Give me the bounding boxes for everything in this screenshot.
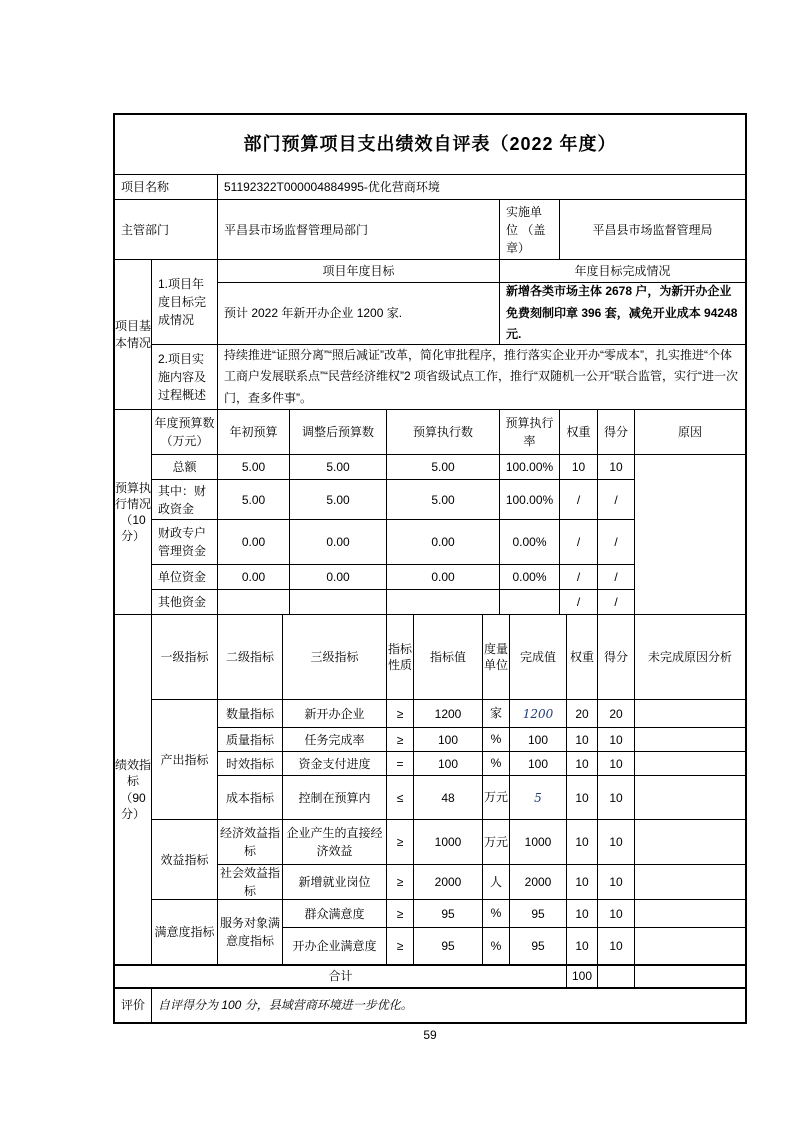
table-cell: 0.00 <box>387 565 500 590</box>
page-number: 59 <box>423 1028 437 1042</box>
table-cell <box>635 928 745 965</box>
budget-row-label: 其他资金 <box>152 590 218 615</box>
table-cell: 10 <box>567 900 598 928</box>
table-cell <box>290 590 387 615</box>
level2-indicator: 经济效益指标 <box>218 820 283 865</box>
table-cell: 家 <box>483 700 510 728</box>
level3-indicator: 任务完成率 <box>283 728 387 752</box>
budget-row-label: 总额 <box>152 455 218 480</box>
table-cell: 2000 <box>414 865 483 900</box>
table-cell: 95 <box>414 900 483 928</box>
table-cell: ≥ <box>387 865 414 900</box>
goal-header: 项目年度目标 <box>218 260 500 283</box>
budget-row-label: 财政专户管理资金 <box>152 520 218 565</box>
table-cell: 5.00 <box>387 455 500 480</box>
level3-indicator: 开办企业满意度 <box>283 928 387 965</box>
budget-row-label: 其中：财政资金 <box>152 480 218 520</box>
table-cell: 10 <box>567 752 598 776</box>
impl-text: 持续推进“证照分离”“照后减证”改革，简化审批程序，推行落实企业开办“零成本”，扎实推进“个体工商户发展联系点”“民营经济维权”2 项省级试点工作，推行“双随机一公开”联合监管，实行“进一次门，查多件事”。 <box>218 345 745 410</box>
table-cell: 10 <box>567 928 598 965</box>
column-header: 得分 <box>598 410 635 455</box>
project-name-value: 51192322T000004884995-优化营商环境 <box>218 175 745 200</box>
table-cell: 0.00 <box>218 565 290 590</box>
column-header: 原因 <box>635 410 745 455</box>
table-cell: 20 <box>567 700 598 728</box>
table-cell: 1000 <box>414 820 483 865</box>
table-cell: 10 <box>598 928 635 965</box>
table-cell: 100 <box>510 728 567 752</box>
divider <box>115 964 745 966</box>
project-name-label: 项目名称 <box>115 175 218 200</box>
department-label: 主管部门 <box>115 200 218 260</box>
table-cell <box>635 820 745 865</box>
budget-row-label: 单位资金 <box>152 565 218 590</box>
total-weight: 100 <box>567 965 598 988</box>
table-cell: 5.00 <box>387 480 500 520</box>
table-cell: 1000 <box>510 820 567 865</box>
table-cell <box>635 700 745 728</box>
level3-indicator: 企业产生的直接经济效益 <box>283 820 387 865</box>
total-score <box>598 965 635 988</box>
table-cell: 10 <box>598 865 635 900</box>
column-header: 预算执行率 <box>500 410 560 455</box>
total-label: 合计 <box>115 965 567 988</box>
column-header: 未完成原因分析 <box>635 615 745 700</box>
table-cell: 5.00 <box>218 455 290 480</box>
table-cell: 人 <box>483 865 510 900</box>
table-cell: % <box>483 752 510 776</box>
table-cell: 1200 <box>414 700 483 728</box>
table-cell: 5 <box>510 776 567 820</box>
column-header: 三级指标 <box>283 615 387 700</box>
table-cell: 0.00 <box>218 520 290 565</box>
completion-header: 年度目标完成情况 <box>500 260 745 283</box>
table-cell: 100.00% <box>500 455 560 480</box>
level1-indicator: 效益指标 <box>152 820 218 900</box>
table-cell: % <box>483 900 510 928</box>
level2-indicator: 时效指标 <box>218 752 283 776</box>
column-header: 年度预算数（万元） <box>152 410 218 455</box>
table-cell: 万元 <box>483 820 510 865</box>
level1-indicator: 满意度指标 <box>152 900 218 965</box>
table-cell <box>635 900 745 928</box>
table-cell: 10 <box>567 820 598 865</box>
table-cell: / <box>598 520 635 565</box>
column-header: 年初预算 <box>218 410 290 455</box>
table-cell: / <box>560 480 598 520</box>
table-cell: 0.00% <box>500 520 560 565</box>
level2-indicator: 数量指标 <box>218 700 283 728</box>
total-reason <box>635 965 745 988</box>
budget-reason-cell <box>635 455 745 615</box>
table-cell: / <box>598 590 635 615</box>
level3-indicator: 资金支付进度 <box>283 752 387 776</box>
table-cell: 万元 <box>483 776 510 820</box>
table-cell: 10 <box>560 455 598 480</box>
column-header: 度量单位 <box>483 615 510 700</box>
table-cell: 10 <box>598 455 635 480</box>
column-header: 调整后预算数 <box>290 410 387 455</box>
column-header: 二级指标 <box>218 615 283 700</box>
column-header: 权重 <box>560 410 598 455</box>
table-cell: 10 <box>598 752 635 776</box>
table-cell: 2000 <box>510 865 567 900</box>
table-cell: / <box>560 590 598 615</box>
table-cell: ≥ <box>387 728 414 752</box>
level2-indicator: 质量指标 <box>218 728 283 752</box>
impl-row-label: 2.项目实施内容及过程概述 <box>152 345 218 410</box>
table-cell: 95 <box>510 900 567 928</box>
table-cell <box>218 590 290 615</box>
goal-text: 预计 2022 年新开办企业 1200 家. <box>218 283 500 345</box>
table-cell: 10 <box>567 728 598 752</box>
level3-indicator: 新增就业岗位 <box>283 865 387 900</box>
table-cell <box>635 776 745 820</box>
completion-text: 新增各类市场主体 2678 户，为新开办企业免费刻制印章 396 套，减免开业成本 94248 元. <box>500 283 745 345</box>
table-cell <box>635 728 745 752</box>
table-cell: % <box>483 728 510 752</box>
table-cell: ≥ <box>387 700 414 728</box>
column-header: 一级指标 <box>152 615 218 700</box>
table-cell: 95 <box>414 928 483 965</box>
level2-indicator: 服务对象满意度指标 <box>218 900 283 965</box>
column-header: 权重 <box>567 615 598 700</box>
level2-indicator: 成本指标 <box>218 776 283 820</box>
divider <box>115 987 745 989</box>
column-header: 指标性质 <box>387 615 414 700</box>
table-cell: 95 <box>510 928 567 965</box>
table-cell: ≥ <box>387 900 414 928</box>
table-cell: 10 <box>598 776 635 820</box>
impl-unit-label: 实施单位 （盖章） <box>500 200 560 260</box>
level3-indicator: 控制在预算内 <box>283 776 387 820</box>
column-header: 得分 <box>598 615 635 700</box>
table-cell: 100.00% <box>500 480 560 520</box>
section-label-indicators: 绩效指标（90分） <box>115 615 152 965</box>
table-cell: / <box>598 565 635 590</box>
self-evaluation-table <box>113 113 747 1024</box>
section-label-budget: 预算执行情况（10分） <box>115 410 152 615</box>
level2-indicator: 社会效益指标 <box>218 865 283 900</box>
table-cell: 0.00 <box>387 520 500 565</box>
table-cell: ≥ <box>387 820 414 865</box>
department-value: 平昌县市场监督管理局部门 <box>218 200 500 260</box>
table-cell: / <box>560 565 598 590</box>
table-cell: 10 <box>567 776 598 820</box>
table-cell: 10 <box>598 728 635 752</box>
table-cell <box>387 590 500 615</box>
table-cell: / <box>560 520 598 565</box>
table-cell <box>635 865 745 900</box>
level3-indicator: 群众满意度 <box>283 900 387 928</box>
evaluation-label: 评价 <box>115 988 152 1022</box>
table-cell <box>500 590 560 615</box>
table-cell: 100 <box>414 728 483 752</box>
table-cell <box>635 752 745 776</box>
column-header: 完成值 <box>510 615 567 700</box>
table-cell: % <box>483 928 510 965</box>
impl-unit-value: 平昌县市场监督管理局 <box>560 200 745 260</box>
table-cell: 20 <box>598 700 635 728</box>
level1-indicator: 产出指标 <box>152 700 218 820</box>
table-cell: 10 <box>598 820 635 865</box>
table-cell: 5.00 <box>290 455 387 480</box>
table-cell: 0.00% <box>500 565 560 590</box>
page-title: 部门预算项目支出绩效自评表（2022 年度） <box>115 115 745 175</box>
table-cell: 5.00 <box>218 480 290 520</box>
table-cell: = <box>387 752 414 776</box>
table-cell: / <box>598 480 635 520</box>
table-cell: 0.00 <box>290 520 387 565</box>
table-cell: 1200 <box>510 700 567 728</box>
table-cell: ≤ <box>387 776 414 820</box>
evaluation-text: 自评得分为 100 分，县域营商环境进一步优化。 <box>158 998 413 1012</box>
table-cell: 100 <box>510 752 567 776</box>
table-cell: ≥ <box>387 928 414 965</box>
goal-row-label: 1.项目年度目标完成情况 <box>152 260 218 345</box>
table-cell: 10 <box>567 865 598 900</box>
table-cell: 0.00 <box>290 565 387 590</box>
table-cell: 100 <box>414 752 483 776</box>
level3-indicator: 新开办企业 <box>283 700 387 728</box>
table-cell: 48 <box>414 776 483 820</box>
table-cell: 10 <box>598 900 635 928</box>
column-header: 预算执行数 <box>387 410 500 455</box>
table-cell: 5.00 <box>290 480 387 520</box>
column-header: 指标值 <box>414 615 483 700</box>
section-label-project-basic: 项目基本情况 <box>115 260 152 410</box>
